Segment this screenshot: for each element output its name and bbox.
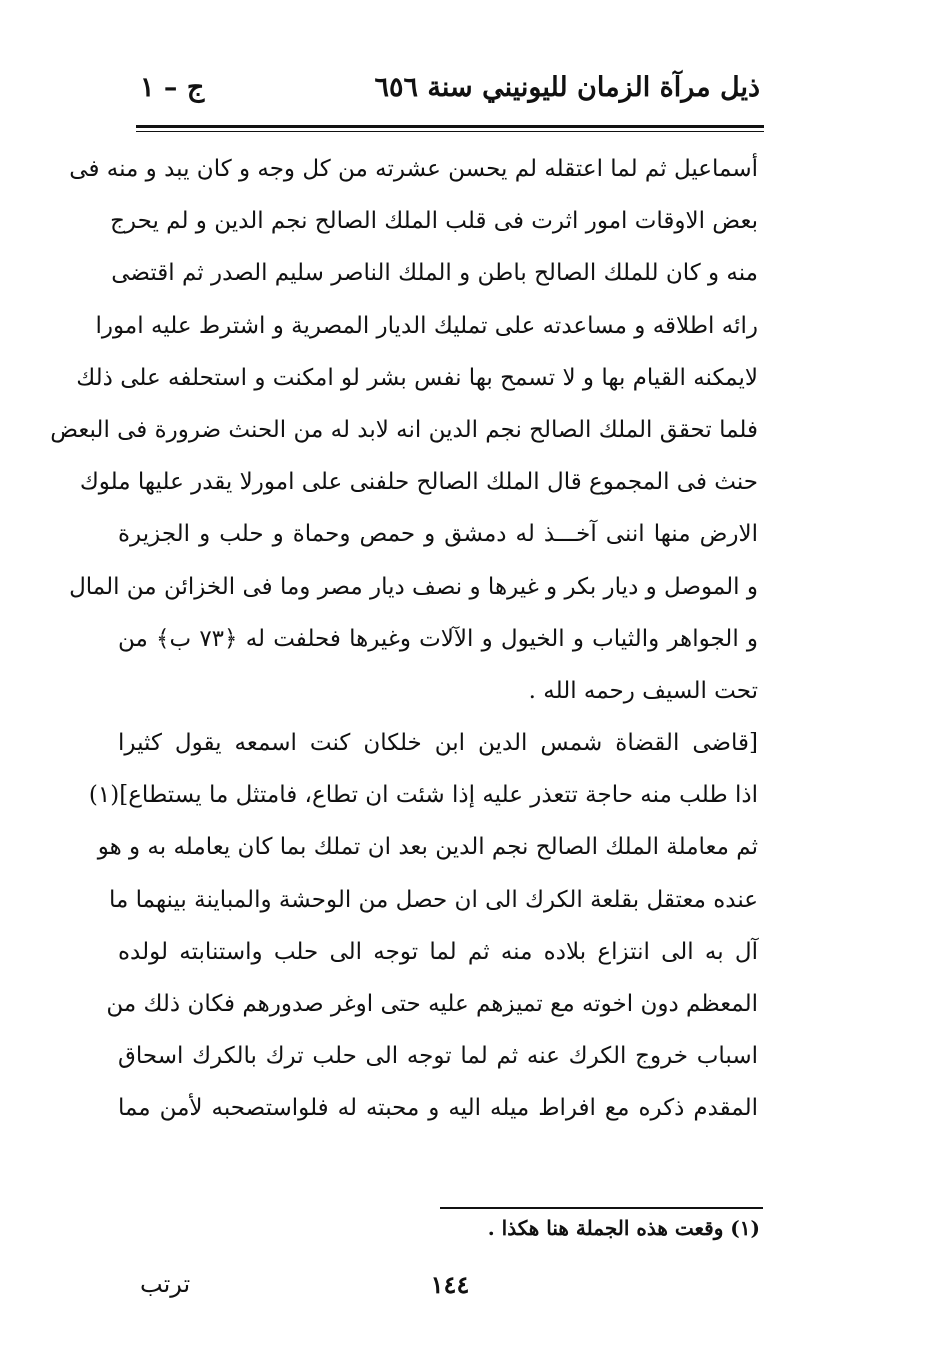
header-rule-thin: [136, 131, 764, 132]
text-line: بعض الاوقات امور اثرت فى قلب الملك الصالح نجم الدين و لم يحرج: [110, 208, 758, 235]
catchword: ترتب: [140, 1270, 191, 1298]
text-line: فلما تحقق الملك الصالح نجم الدين انه لابد له من الحنث ضرورة فى البعض: [50, 416, 758, 443]
text-line: عنده معتقل بقلعة الكرك الى ان حصل من الوحشة والمباينة بينهما ما: [109, 886, 758, 913]
text-line: [قاضى القضاة شمس الدين ابن خلكان كنت اسمعه يقول كثيرا: [118, 730, 758, 757]
text-line: أسماعيل ثم لما اعتقله لم يحسن عشرته من كل وجه و كان يبد و منه فى: [69, 156, 758, 182]
text-line: الارض منها اننى آخـــذ له دمشق و حمص وحماة و حلب و الجزيرة: [118, 521, 758, 548]
text-line: و الموصل و ديار بكر و غيرها و نصف ديار مصر وما فى الخزائن من المال: [69, 573, 758, 600]
header-volume: ج – ١: [140, 72, 205, 103]
running-header: [130, 72, 760, 122]
text-line: اسباب خروج الكرك عنه ثم لما توجه الى حلب ترك بالكرك اسحاق: [118, 1043, 758, 1070]
text-line: رائه اطلاقه و مساعدته على تمليك الديار المصرية و اشترط عليه امورا: [95, 312, 758, 339]
text-line: تحت السيف رحمه الله .: [528, 677, 758, 704]
text-line: المعظم دون اخوته مع تميزهم عليه حتى اوغر صدورهم فكان ذلك من: [106, 991, 758, 1017]
text-line: اذا طلب منه حاجة تتعذر عليه إذا شئت ان تطاع، فامتثل ما يستطاع](١): [88, 782, 758, 809]
header-title: ذيل مرآة الزمان لليونيني سنة ٦٥٦: [374, 72, 760, 103]
footnote: (١) وقعت هذه الجملة هنا هكذا .: [487, 1216, 760, 1240]
text-line: آل به الى انتزاع بلاده منه ثم لما توجه الى حلب واستنابته لولده: [118, 938, 758, 965]
text-line: منه و كان للملك الصالح باطن و الملك الناصر سليم الصدر ثم اقتضى: [111, 260, 758, 287]
body-text: [50, 143, 758, 1135]
page-number: ١٤٤: [430, 1270, 470, 1299]
header-rule-thick: [136, 125, 764, 128]
text-line: ثم معاملة الملك الصالح نجم الدين بعد ان تملك بما كان يعامله به و هو: [97, 834, 758, 861]
text-line: المقدم ذكره مع افراط ميله اليه و محبته له فلواستصحبه لأمن مما: [118, 1095, 758, 1122]
text-line: لايمكنه القيام بها و لا تسمح بها نفس بشر لو امكنت و استحلفه على ذلك: [76, 364, 758, 391]
footnote-rule: [440, 1207, 763, 1209]
text-line: حنث فى المجموع قال الملك الصالح حلفنى على امورلا يقدر عليها ملوك: [79, 469, 758, 496]
text-line: و الجواهر والثياب و الخيول و الآلات وغيرها فحلفت له ﴿٧٣ ب﴾ من: [118, 625, 758, 652]
